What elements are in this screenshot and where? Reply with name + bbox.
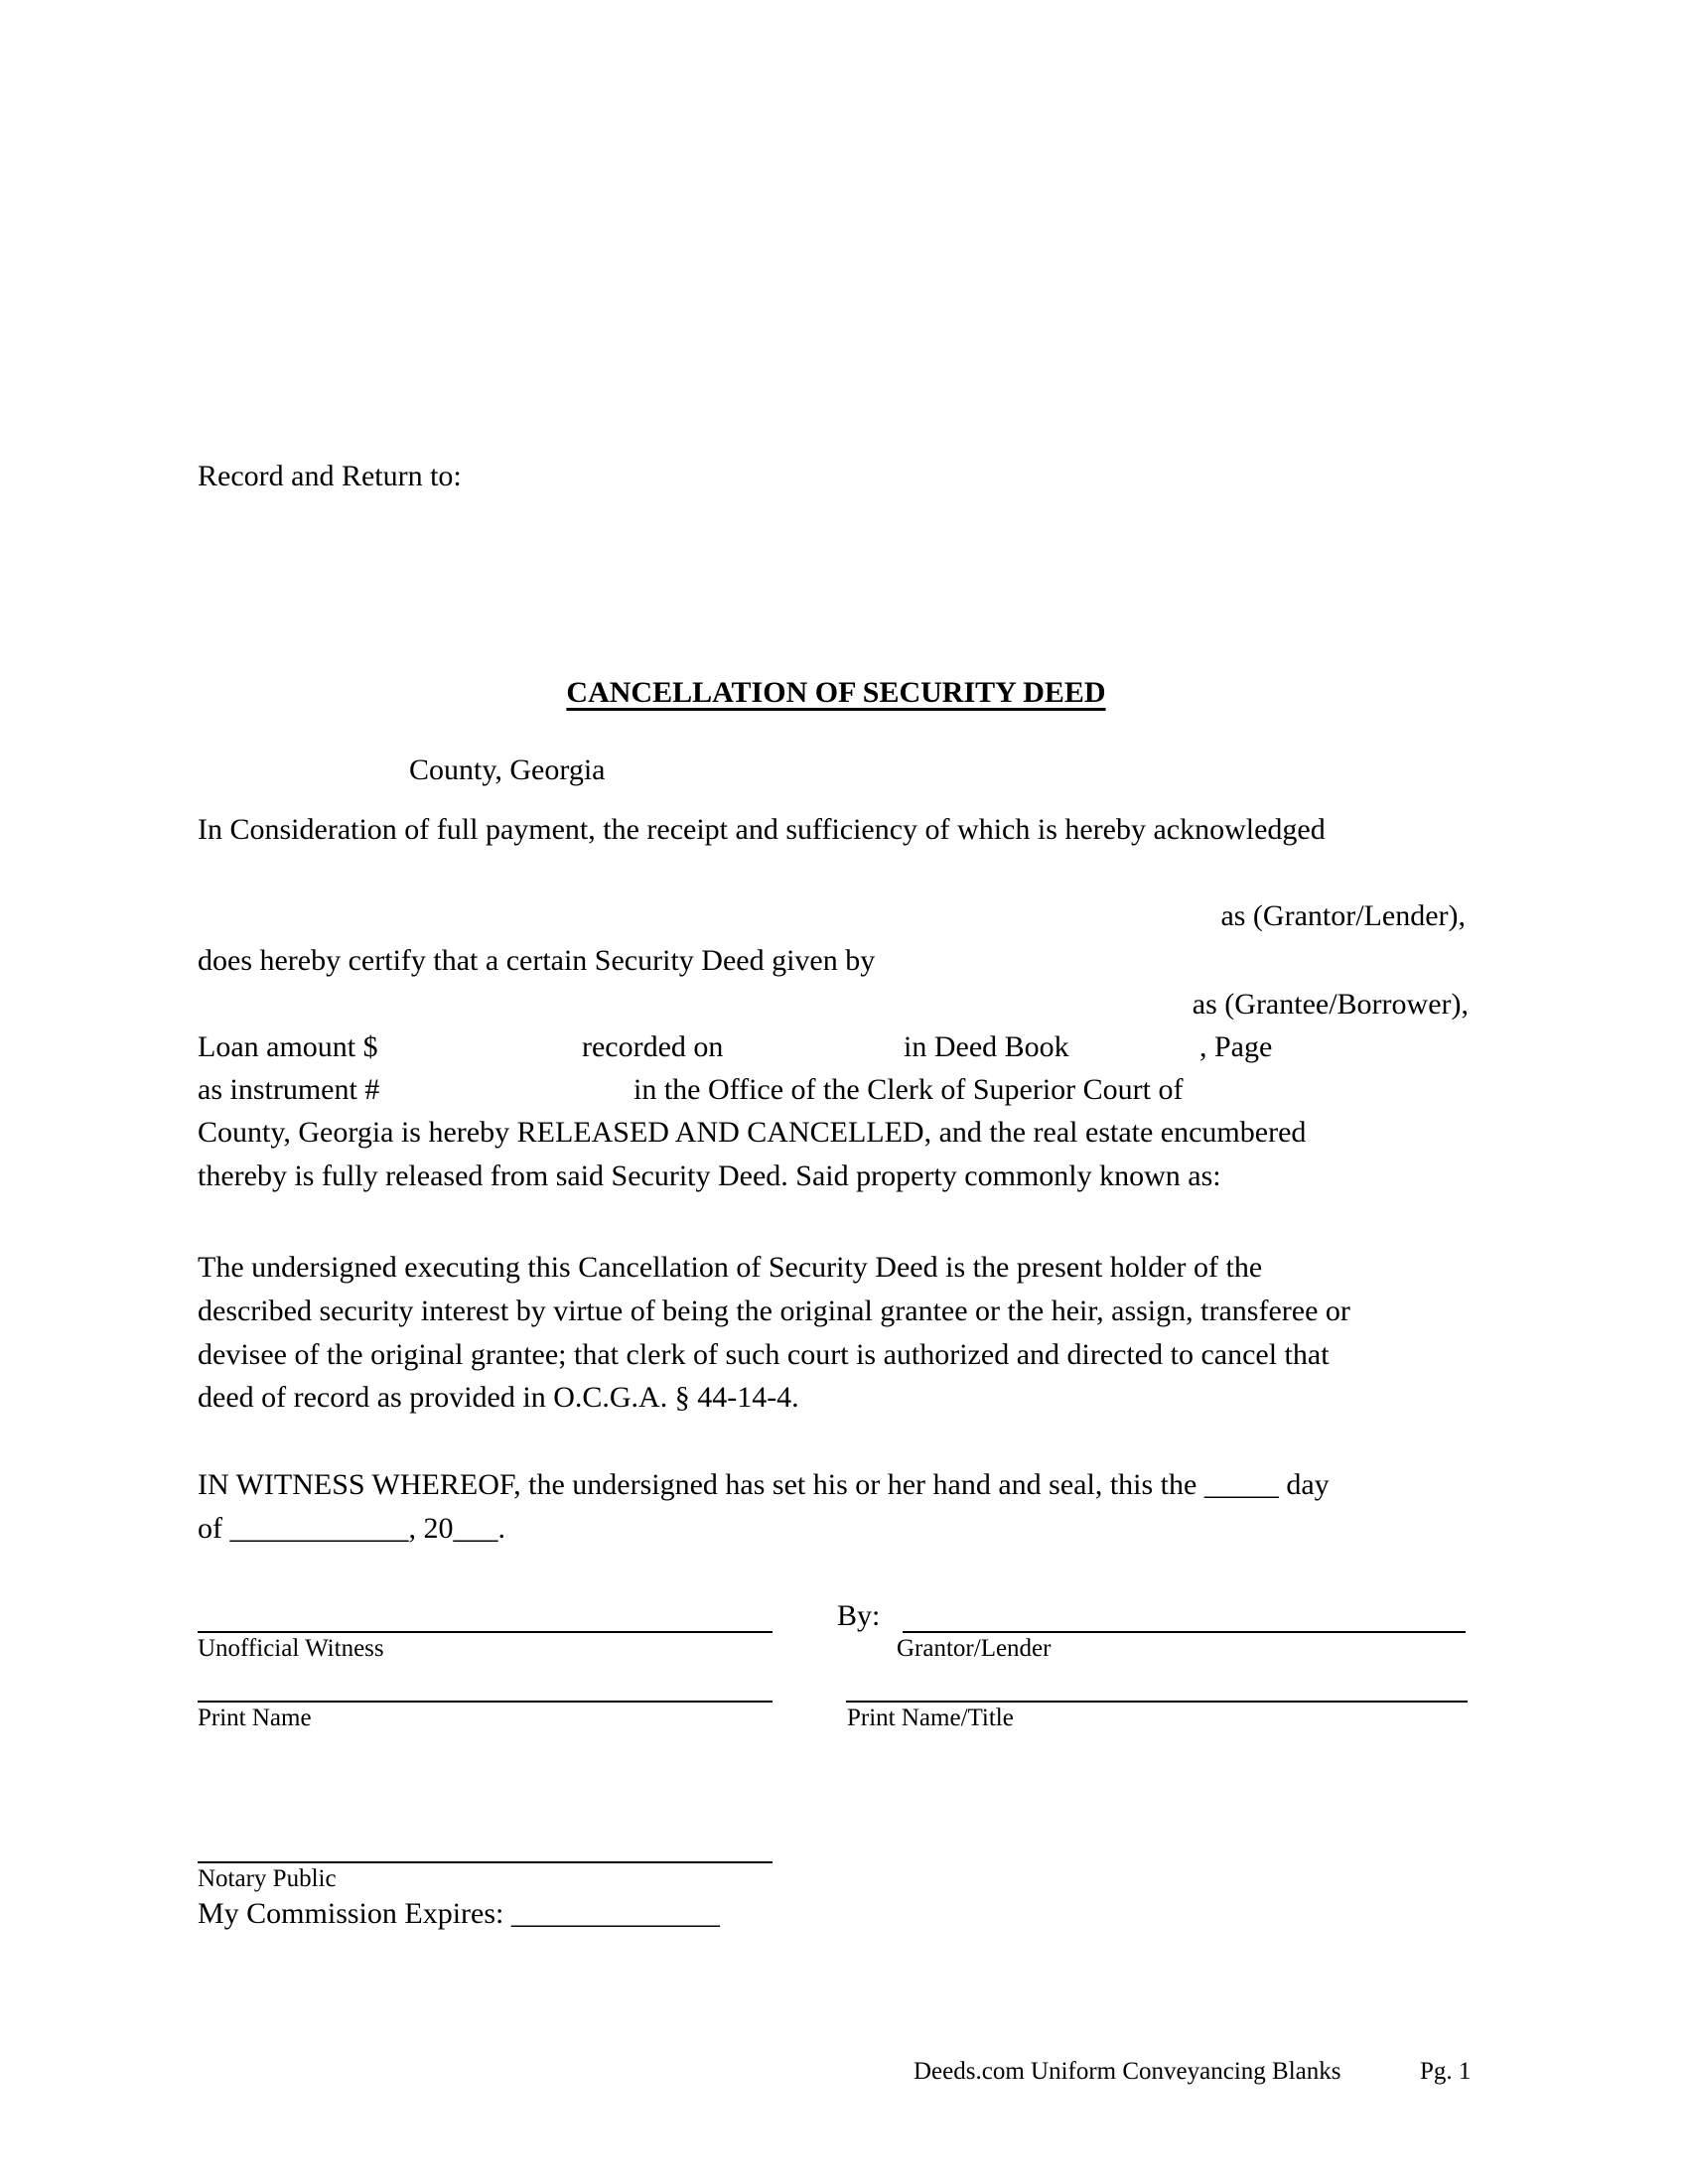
unofficial-witness-label: Unofficial Witness (198, 1635, 384, 1662)
deed-book-label: in Deed Book (904, 1030, 1069, 1063)
witness-signature-line[interactable] (198, 1631, 773, 1633)
consideration-text: In Consideration of full payment, the receipt and sufficiency of which is hereby acknowledged (198, 813, 1326, 846)
loan-amount-label: Loan amount $ (198, 1030, 378, 1063)
footer-page-number: Pg. 1 (1420, 2058, 1472, 2085)
witness-line-2: of ____________, 20___. (198, 1512, 505, 1545)
instrument-label: as instrument # (198, 1073, 380, 1106)
clerk-office-text: in the Office of the Clerk of Superior Court of (633, 1073, 1184, 1106)
grantee-role: as (Grantee/Borrower), (1192, 988, 1469, 1021)
commission-expires-label: My Commission Expires: ______________ (198, 1897, 720, 1930)
footer-source: Deeds.com Uniform Conveyancing Blanks (914, 2058, 1341, 2085)
document-title: CANCELLATION OF SECURITY DEED (566, 676, 1106, 709)
paragraph-line: described security interest by virtue of being the original grantee or the heir, assign, transferee or (198, 1295, 1350, 1327)
paragraph-line: The undersigned executing this Cancellation of Security Deed is the present holder of the (198, 1251, 1263, 1284)
print-name-title-label: Print Name/Title (847, 1705, 1014, 1731)
print-name-label: Print Name (198, 1705, 312, 1731)
paragraph-line: deed of record as provided in O.C.G.A. § 44-14-4. (198, 1381, 799, 1414)
recorded-on-label: recorded on (582, 1030, 724, 1063)
county-line: County, Georgia (409, 753, 606, 786)
notary-signature-line[interactable] (198, 1861, 773, 1863)
grantor-lender-label: Grantor/Lender (897, 1635, 1052, 1662)
paragraph-line: devisee of the original grantee; that clerk of such court is authorized and directed to cancel that (198, 1338, 1330, 1371)
grantor-role: as (Grantor/Lender), (1220, 899, 1466, 932)
print-name-line[interactable] (198, 1701, 773, 1703)
print-name-title-line[interactable] (846, 1701, 1468, 1703)
released-line: County, Georgia is hereby RELEASED AND CANCELLED, and the real estate encumbered (198, 1116, 1307, 1149)
page-label: , Page (1199, 1030, 1273, 1063)
witness-line-1: IN WITNESS WHEREOF, the undersigned has set his or her hand and seal, this the _____ day (198, 1468, 1330, 1501)
thereby-line: thereby is fully released from said Security Deed. Said property commonly known as: (198, 1160, 1221, 1192)
certify-text: does hereby certify that a certain Security Deed given by (198, 944, 876, 977)
grantor-signature-line[interactable] (903, 1631, 1466, 1633)
notary-public-label: Notary Public (198, 1865, 337, 1892)
by-label: By: (837, 1599, 881, 1632)
record-return-label: Record and Return to: (198, 460, 462, 492)
